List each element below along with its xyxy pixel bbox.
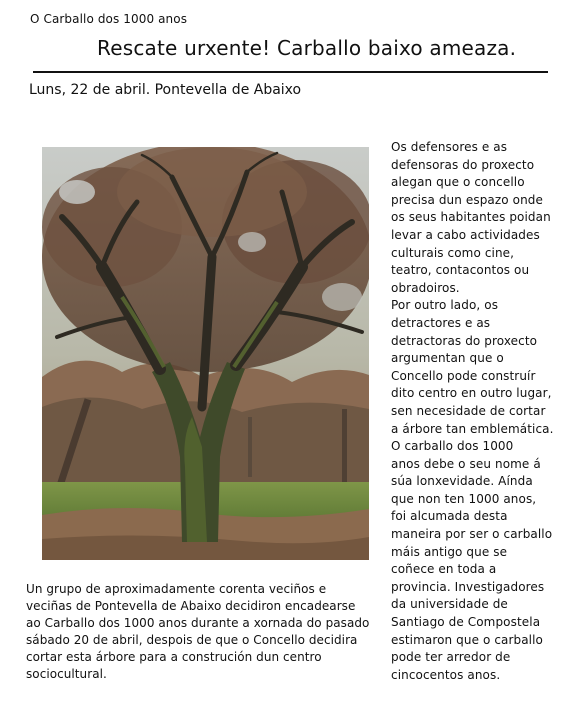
paragraph-lonxevidade: O carballo dos 1000 anos debe o seu nome á súa lonxevidade. Aínda que non ten 1000 anos, foi alcumada desta maneira por ser o carballo máis antigo que se coñece en toda a provincia. Investigadores da universidade de Santiago de Compostela estimaron que o carballo pode ter arredor de cincocentos anos. <box>391 439 553 682</box>
oak-tree-illustration <box>42 147 369 560</box>
intro-column <box>26 581 388 682</box>
right-column <box>391 139 563 684</box>
paragraph-detractores: Por outro lado, os detractores e as detractoras do proxecto argumentan que o Concello pode construír dito centro en outro lugar, sen necesidade de cortar a árbore tan emblemática. <box>391 298 554 436</box>
paragraph-defensores: Os defensores e as defensoras do proxecto alegan que o concello precisa dun espazo onde os seus habitantes poidan levar a cabo actividades culturais como cine, teatro, contacontos ou obradoiros. <box>391 140 551 295</box>
headline-rule <box>33 71 548 73</box>
oak-tree-photo <box>42 147 369 560</box>
series-label: O Carballo dos 1000 anos <box>30 12 188 26</box>
dateline: Luns, 22 de abril. Pontevella de Abaixo <box>29 82 302 98</box>
paragraph-intro: Un grupo de aproximadamente corenta veciños e veciñas de Pontevella de Abaixo decidiron encadearse ao Carballo dos 1000 anos durante a xornada do pasado sábado 20 de abril, despois de que o Concello decidira cortar esta árbore para a construción dun centro sociocultural. <box>26 582 370 681</box>
headline: Rescate urxente! Carballo baixo ameaza. <box>97 36 517 60</box>
